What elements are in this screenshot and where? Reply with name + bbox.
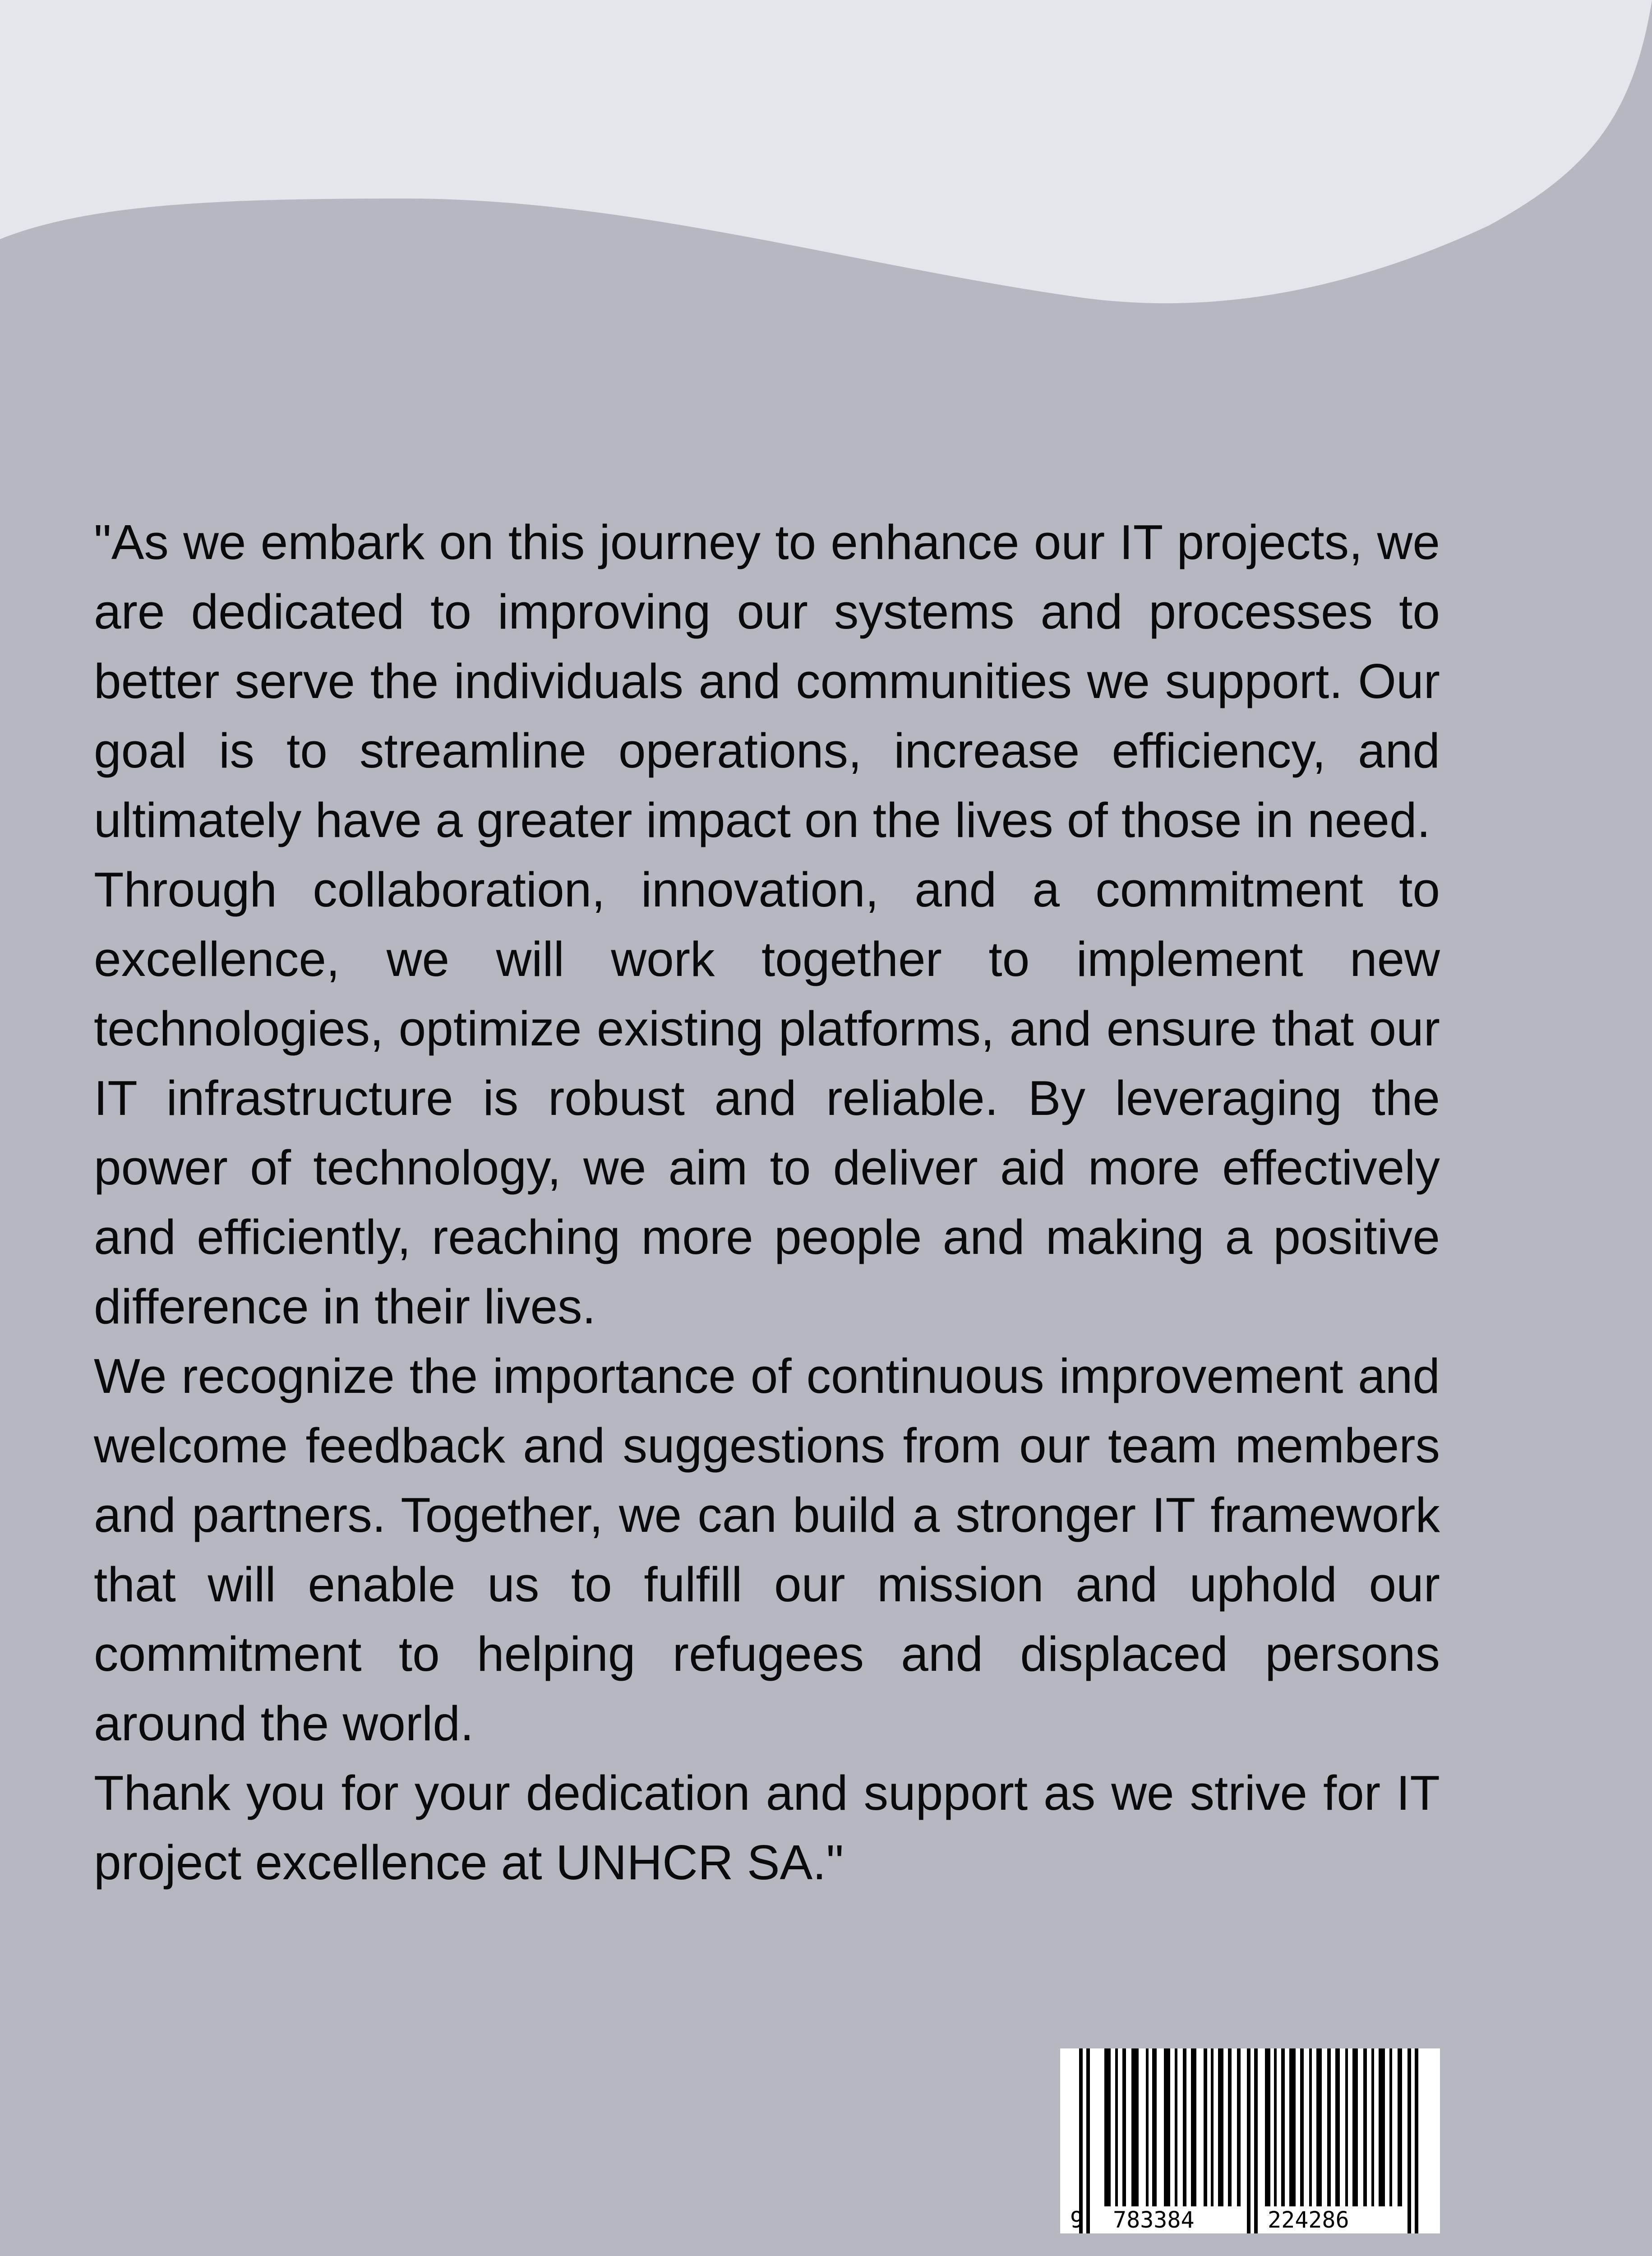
barcode-bar bbox=[1175, 2048, 1177, 2206]
barcode-bar bbox=[1131, 2048, 1139, 2206]
barcode-bar bbox=[1398, 2048, 1402, 2206]
barcode-guard-bar bbox=[1086, 2048, 1090, 2233]
top-wave-decoration bbox=[0, 0, 1652, 316]
barcode-bar bbox=[1335, 2048, 1340, 2206]
paragraph-4: Thank you for your dedication and support as we strive for IT project excellence at UNHCR SA." bbox=[94, 1766, 1440, 1890]
back-cover-text bbox=[94, 508, 1440, 1897]
barcode-bar bbox=[1345, 2048, 1348, 2206]
barcode-bar bbox=[1371, 2048, 1374, 2206]
isbn-barcode bbox=[1060, 2048, 1440, 2233]
barcode-graphic bbox=[1060, 2048, 1440, 2233]
barcode-bar bbox=[1352, 2048, 1358, 2206]
barcode-bar bbox=[1363, 2048, 1367, 2206]
barcode-bar bbox=[1164, 2048, 1170, 2206]
barcode-bar bbox=[1191, 2048, 1196, 2206]
barcode-bar bbox=[1274, 2048, 1277, 2206]
barcode-bar bbox=[1211, 2048, 1214, 2206]
barcode-bar bbox=[1146, 2048, 1149, 2206]
paragraph-2: Through collaboration, innovation, and a commitment to excellence, we will work together to implement new technologies, optimize existing platforms, and ensure that our IT infrastructure is robust and reliable. By leveraging the power of technology, we aim to deliver aid more effectively and efficiently, reaching more people and making a positive difference in their lives. bbox=[94, 862, 1440, 1334]
barcode-bar bbox=[1104, 2048, 1111, 2206]
barcode-bar bbox=[1122, 2048, 1126, 2206]
barcode-bar bbox=[1309, 2048, 1312, 2206]
barcode-left-digits: 783384 bbox=[1113, 2207, 1195, 2233]
barcode-bar bbox=[1379, 2048, 1385, 2206]
barcode-bar bbox=[1327, 2048, 1331, 2206]
barcode-bars bbox=[1079, 2048, 1418, 2233]
barcode-bar bbox=[1237, 2048, 1241, 2206]
barcode-bar bbox=[1316, 2048, 1322, 2206]
barcode-bar bbox=[1152, 2048, 1157, 2206]
barcode-guard-bar bbox=[1407, 2048, 1411, 2233]
barcode-guard-bar bbox=[1079, 2048, 1083, 2233]
barcode-bar bbox=[1183, 2048, 1186, 2206]
barcode-right-digits: 224286 bbox=[1268, 2207, 1349, 2233]
barcode-bar bbox=[1204, 2048, 1207, 2206]
barcode-guard-bar bbox=[1247, 2048, 1251, 2233]
barcode-bar bbox=[1281, 2048, 1285, 2206]
barcode-bar bbox=[1115, 2048, 1118, 2206]
paragraph-3: We recognize the importance of continuous improvement and welcome feedback and suggestions from our team members and partners. Together, we can build a stronger IT framework that will enable us to fulfill our mission and uphold our commitment to helping refugees and displaced persons around the world. bbox=[94, 1349, 1440, 1751]
barcode-guard-bar bbox=[1254, 2048, 1258, 2233]
barcode-bar bbox=[1300, 2048, 1304, 2206]
barcode-bar bbox=[1289, 2048, 1296, 2206]
barcode-guard-bar bbox=[1415, 2048, 1418, 2233]
barcode-bar bbox=[1218, 2048, 1223, 2206]
barcode-bar bbox=[1389, 2048, 1392, 2206]
barcode-bar bbox=[1228, 2048, 1232, 2206]
paragraph-1: "As we embark on this journey to enhance our IT projects, we are dedicated to improving our systems and processes to better serve the individuals and communities we support. Our goal is to streamline operations, increase efficiency, and ultimately have a greater impact on the lives of those in need. bbox=[94, 515, 1440, 848]
barcode-prefix-digit: 9 bbox=[1070, 2207, 1084, 2233]
barcode-bar bbox=[1265, 2048, 1270, 2206]
